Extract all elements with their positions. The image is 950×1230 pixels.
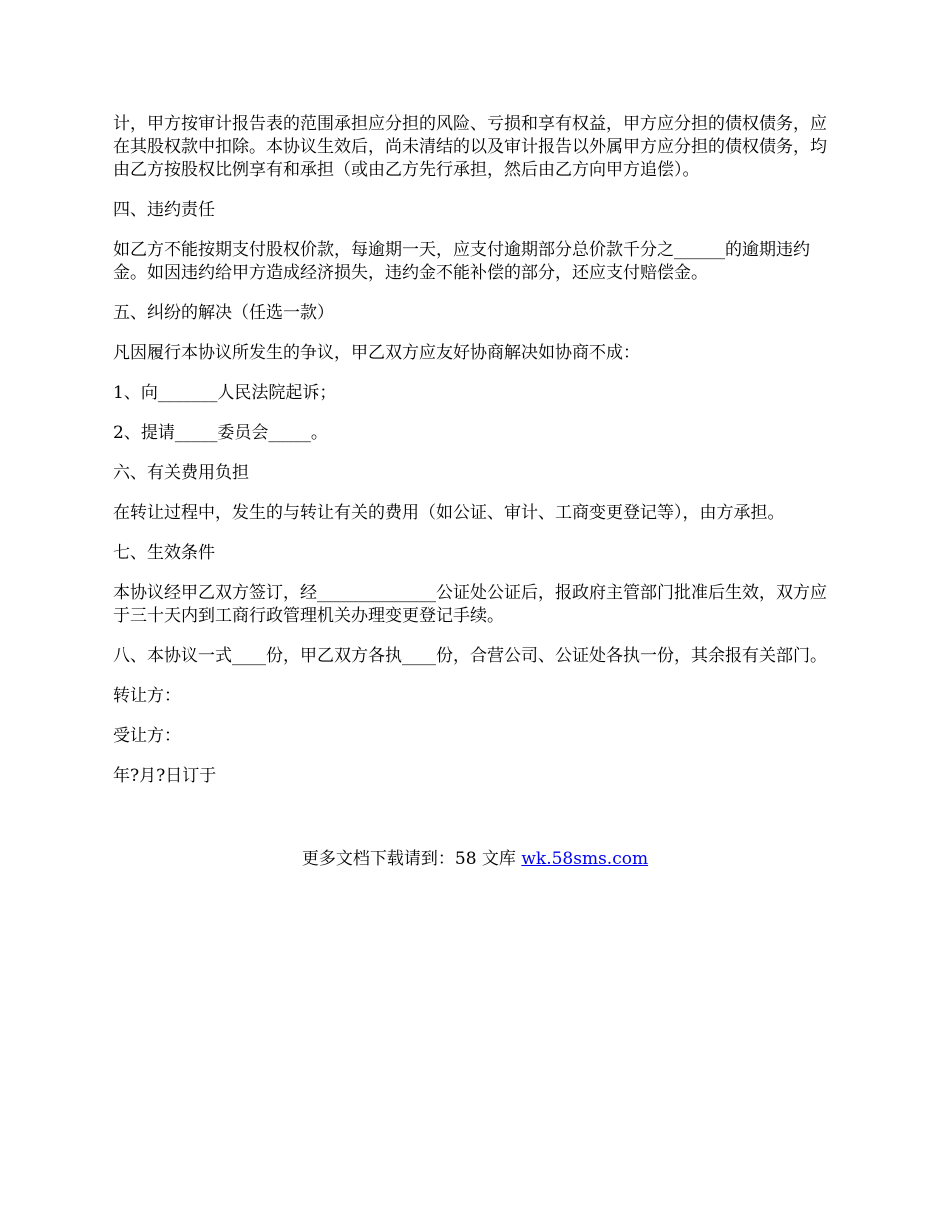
option2-before: 2、提请	[113, 423, 175, 443]
heading-breach-liability: 四、违约责任	[113, 200, 215, 220]
dispute-option-2	[113, 422, 843, 445]
copies-blank1: ____	[232, 646, 266, 666]
option1-blank: _______	[157, 383, 218, 403]
paragraph-fees: 在转让过程中，发生的与转让有关的费用（如公证、审计、工商变更登记等），由方承担。	[113, 503, 785, 523]
option1-before: 1、向	[113, 383, 158, 403]
dispute-option-1	[113, 382, 843, 405]
breach-text-after: 的逾期违约金。如因违约给甲方造成经济损失，违约金不能补偿的部分，还应支付赔偿金。	[113, 240, 810, 283]
date-line: 年?月?日订于	[113, 766, 217, 786]
transferee-label: 受让方：	[113, 726, 181, 746]
breach-blank: ______	[674, 240, 725, 260]
effect-after: 公证处公证后，报政府主管部门批准后生效，双方应于三十天内到工商行政管理机关办理变更登记手续。	[113, 583, 827, 626]
footer-text: 更多文档下载请到：58 文库	[301, 849, 522, 869]
paragraph-effect	[113, 582, 843, 628]
footer-link[interactable]: wk.58sms.com	[521, 849, 649, 869]
heading-dispute-resolution: 五、纠纷的解决（任选一款）	[113, 303, 334, 323]
copies-middle: 份，甲乙双方各执	[266, 646, 402, 666]
option2-after: 。	[310, 423, 328, 443]
option2-blank2: _____	[268, 423, 311, 443]
effect-blank: ______________	[317, 583, 436, 603]
document-body	[113, 113, 843, 805]
paragraph-copies	[113, 645, 843, 668]
copies-before: 八、本协议一式	[113, 646, 232, 666]
paragraph-breach	[113, 239, 843, 285]
paragraph-audit-liability: 计，甲方按审计报告表的范围承担应分担的风险、亏损和享有权益，甲方应分担的债权债务，应在其股权款中扣除。本协议生效后，尚未清结的以及审计报告以外属甲方应分担的债权债务，均由乙方按股权比例享有和承担（或由乙方先行承担，然后由乙方向甲方追偿）。	[113, 114, 827, 180]
effect-before: 本协议经甲乙双方签订，经	[113, 583, 317, 603]
copies-after: 份，合营公司、公证处各执一份，其余报有关部门。	[436, 646, 827, 666]
footer	[0, 848, 950, 871]
heading-fees: 六、有关费用负担	[113, 463, 249, 483]
option1-after: 人民法院起诉；	[217, 383, 337, 403]
option2-middle: 委员会	[217, 423, 269, 443]
breach-text-before: 如乙方不能按期支付股权价款，每逾期一天，应支付逾期部分总价款千分之	[113, 240, 674, 260]
copies-blank2: ____	[402, 646, 436, 666]
option2-blank1: _____	[174, 423, 218, 443]
paragraph-dispute-intro: 凡因履行本协议所发生的争议，甲乙双方应友好协商解决如协商不成：	[113, 343, 640, 363]
transferor-label: 转让方：	[113, 686, 181, 706]
heading-effect-conditions: 七、生效条件	[113, 543, 215, 563]
